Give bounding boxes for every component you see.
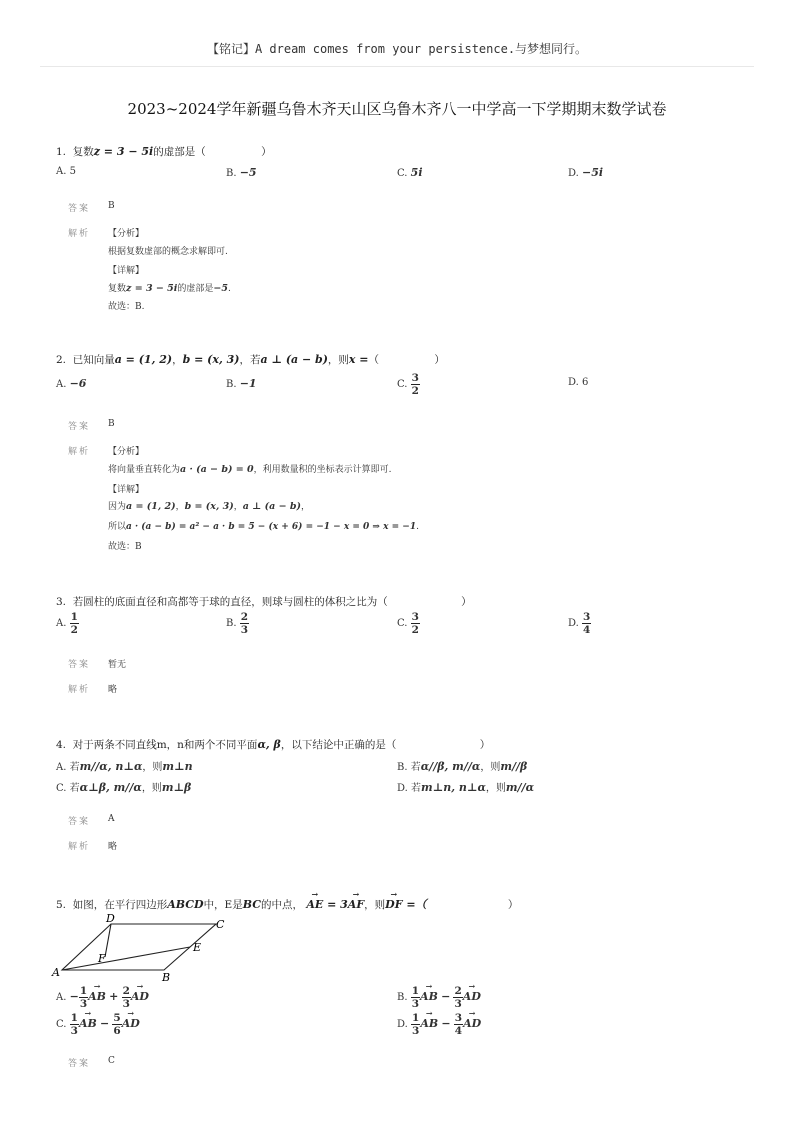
solution-text: ， bbox=[175, 502, 185, 512]
answer-label: 答案 bbox=[68, 817, 91, 827]
option-letter: B. bbox=[397, 762, 408, 773]
solution-heading: 【详解】 bbox=[108, 485, 145, 495]
stem-math: a ⊥ (a − b) bbox=[260, 353, 328, 366]
question-4-stem bbox=[56, 737, 490, 752]
option-b[interactable] bbox=[397, 985, 481, 1010]
answer-value: C bbox=[108, 1056, 115, 1066]
numerator: 5 bbox=[113, 1012, 121, 1024]
option-letter: B. bbox=[226, 618, 237, 629]
option-a[interactable] bbox=[56, 758, 193, 773]
label-B: B bbox=[162, 971, 171, 984]
vector-af: → AF bbox=[348, 898, 364, 911]
solution-text: 的虚部是 bbox=[177, 284, 214, 294]
denominator: 4 bbox=[454, 1025, 463, 1037]
stem-text: ，则 bbox=[364, 899, 386, 911]
option-d[interactable] bbox=[397, 779, 534, 794]
option-b[interactable] bbox=[226, 166, 257, 179]
denominator: 3 bbox=[79, 998, 88, 1010]
answer-blank-end: ） bbox=[461, 596, 472, 608]
vector-ab: → AB bbox=[79, 1017, 97, 1030]
option-d[interactable] bbox=[397, 1012, 481, 1037]
option-letter: B. bbox=[226, 379, 237, 390]
stem-math: = 3 bbox=[323, 898, 348, 911]
option-d[interactable] bbox=[568, 611, 591, 636]
solution-text: 复数 bbox=[108, 284, 127, 294]
denominator: 2 bbox=[70, 624, 78, 636]
stem-math: b = (x, 3) bbox=[182, 353, 240, 366]
stem-text: ，若 bbox=[239, 354, 261, 366]
fraction bbox=[122, 985, 131, 1010]
sign: + bbox=[109, 990, 119, 1003]
vector-ad: → AD bbox=[122, 1017, 140, 1030]
option-letter: A. bbox=[56, 618, 67, 629]
solution-math: a ⊥ (a − b) bbox=[242, 501, 301, 512]
page-header-motto: 【铭记】A dream comes from your persistence.与梦想同行。 bbox=[206, 42, 588, 56]
stem-text: ，以下结论中正确的是（ bbox=[280, 739, 397, 751]
vector-ab: → AB bbox=[420, 990, 438, 1003]
fraction bbox=[70, 1012, 79, 1037]
stem-math: BC bbox=[242, 898, 261, 911]
option-letter: D. bbox=[397, 783, 408, 794]
option-text: 5 bbox=[69, 166, 76, 177]
solution-text: ， bbox=[233, 502, 243, 512]
option-text: ，则 bbox=[480, 762, 501, 773]
option-text: 若 bbox=[411, 783, 422, 794]
solution-math: a · (a − b) = a² − a · b = 5 − (x + 6) = −1 − x = 0 ⇒ x = −1 bbox=[126, 522, 417, 532]
option-math: m⊥n bbox=[162, 760, 193, 773]
answer-value: B bbox=[108, 201, 115, 211]
stem-math: =（ bbox=[402, 898, 427, 911]
numerator: 1 bbox=[79, 985, 88, 997]
option-d[interactable] bbox=[568, 166, 603, 179]
option-letter: D. bbox=[397, 1019, 408, 1030]
solution-line bbox=[108, 462, 392, 475]
solution-heading: 【分析】 bbox=[108, 447, 145, 457]
exam-title: 2023~2024学年新疆乌鲁木齐天山区乌鲁木齐八一中学高一下学期期末数学试卷 bbox=[127, 100, 667, 118]
option-text: 5i bbox=[410, 166, 423, 179]
option-a[interactable] bbox=[56, 985, 149, 1010]
option-text: −5 bbox=[239, 166, 257, 179]
numerator: 2 bbox=[454, 985, 462, 997]
stem-text: 复数 bbox=[72, 146, 94, 158]
stem-text: ，则 bbox=[327, 354, 349, 366]
sign: − bbox=[100, 1017, 110, 1030]
denominator: 3 bbox=[70, 1025, 78, 1037]
answer-value: B bbox=[108, 419, 115, 429]
parallelogram-figure bbox=[50, 910, 240, 985]
option-text: 若 bbox=[69, 762, 80, 773]
solution-line: 根据复数虚部的概念求解即可. bbox=[108, 247, 228, 257]
numerator: 1 bbox=[70, 1012, 78, 1024]
option-math: α⊥β, m//α bbox=[79, 781, 142, 794]
option-letter: A. bbox=[56, 379, 67, 390]
solution-text: ， bbox=[300, 502, 310, 512]
analysis-label: 解析 bbox=[68, 842, 91, 852]
fraction bbox=[453, 985, 462, 1010]
fraction bbox=[79, 985, 88, 1010]
solution-heading: 【详解】 bbox=[108, 266, 145, 276]
fraction bbox=[240, 611, 249, 636]
solution-text: . bbox=[416, 522, 419, 532]
numerator: 3 bbox=[583, 611, 591, 623]
denominator: 3 bbox=[411, 998, 420, 1010]
option-b[interactable] bbox=[397, 758, 527, 773]
solution-text: 所以 bbox=[108, 522, 127, 532]
label-A: A bbox=[52, 966, 60, 979]
option-text: ，则 bbox=[485, 783, 506, 794]
denominator: 2 bbox=[411, 385, 419, 397]
answer-blank-end: ） bbox=[261, 146, 272, 158]
label-C: C bbox=[216, 918, 225, 931]
analysis-value: 略 bbox=[108, 685, 118, 695]
solution-text: 因为 bbox=[108, 502, 127, 512]
solution-math: b = (x, 3) bbox=[184, 501, 234, 512]
solution-math: a = (1, 2) bbox=[126, 501, 176, 512]
solution-text: 将向量垂直转化为 bbox=[108, 465, 181, 475]
solution-heading: 【分析】 bbox=[108, 229, 145, 239]
option-c[interactable] bbox=[56, 1012, 140, 1037]
option-c[interactable] bbox=[397, 372, 420, 397]
sign: − bbox=[441, 990, 451, 1003]
numerator: 2 bbox=[122, 985, 130, 997]
option-letter: C. bbox=[397, 379, 408, 390]
numerator: 3 bbox=[454, 1012, 463, 1024]
fraction bbox=[582, 611, 591, 636]
vector-df: → DF bbox=[385, 898, 402, 911]
option-letter: C. bbox=[56, 1019, 67, 1030]
answer-value: 暂无 bbox=[108, 660, 127, 670]
option-math: m//α bbox=[505, 781, 535, 794]
fraction bbox=[70, 611, 79, 636]
fraction bbox=[112, 1012, 121, 1037]
option-text: ，则 bbox=[141, 783, 162, 794]
option-letter: A. bbox=[56, 166, 67, 177]
question-1-stem bbox=[56, 144, 272, 159]
stem-text: 的虚部是（ bbox=[153, 146, 206, 158]
option-b[interactable] bbox=[226, 377, 257, 390]
option-letter: C. bbox=[397, 618, 408, 629]
stem-text: ， bbox=[172, 354, 183, 366]
question-number: 1. bbox=[56, 146, 67, 158]
answer-blank-end: ） bbox=[507, 899, 519, 911]
vector-ad: → AD bbox=[463, 990, 481, 1003]
answer-blank-end: ） bbox=[479, 739, 491, 751]
solution-line: 故选：B. bbox=[108, 302, 145, 312]
question-3-stem bbox=[56, 594, 472, 609]
option-math: m⊥β bbox=[161, 781, 192, 794]
vector-ab: → AB bbox=[88, 990, 106, 1003]
fraction bbox=[411, 985, 420, 1010]
analysis-label: 解析 bbox=[68, 447, 91, 457]
stem-text: 如图，在平行四边形 bbox=[72, 899, 168, 911]
option-letter: D. bbox=[568, 618, 579, 629]
option-a[interactable] bbox=[56, 611, 79, 636]
question-number: 5. bbox=[56, 899, 67, 911]
answer-label: 答案 bbox=[68, 660, 91, 670]
stem-math: a = (1, 2) bbox=[114, 353, 173, 366]
option-c[interactable] bbox=[397, 611, 420, 636]
option-letter: C. bbox=[397, 168, 408, 179]
numerator: 1 bbox=[411, 985, 420, 997]
numerator: 1 bbox=[70, 611, 78, 623]
option-letter: C. bbox=[56, 783, 67, 794]
solution-math: z = 3 − 5i bbox=[126, 283, 178, 294]
stem-text: 已知向量 bbox=[72, 354, 115, 366]
denominator: 2 bbox=[411, 624, 419, 636]
option-math: α//β, m//α bbox=[420, 760, 481, 773]
option-letter: A. bbox=[56, 992, 67, 1003]
option-text: 若 bbox=[69, 783, 80, 794]
sign: − bbox=[69, 990, 79, 1003]
analysis-label: 解析 bbox=[68, 685, 91, 695]
solution-line: 故选：B bbox=[108, 542, 142, 552]
option-d[interactable] bbox=[568, 377, 588, 388]
option-letter: B. bbox=[397, 992, 408, 1003]
fraction bbox=[411, 611, 420, 636]
stem-text: 的中点， bbox=[261, 899, 303, 911]
stem-text: 若圆柱的底面直径和高都等于球的直径，则球与圆柱的体积之比为（ bbox=[72, 596, 388, 608]
option-text: ，则 bbox=[142, 762, 163, 773]
answer-label: 答案 bbox=[68, 1059, 91, 1069]
sign: − bbox=[441, 1017, 451, 1030]
vector-ab: → AB bbox=[420, 1017, 438, 1030]
label-F: F bbox=[98, 952, 106, 965]
stem-math: z = 3 − 5i bbox=[93, 145, 154, 158]
stem-text: 中，E是 bbox=[203, 899, 243, 911]
fraction bbox=[411, 372, 420, 397]
solution-math: a · (a − b) = 0 bbox=[180, 464, 254, 475]
fraction bbox=[454, 1012, 463, 1037]
numerator: 1 bbox=[412, 1012, 420, 1024]
stem-math: α, β bbox=[257, 738, 281, 751]
answer-label: 答案 bbox=[68, 204, 91, 214]
analysis-label: 解析 bbox=[68, 229, 91, 239]
option-math: m//α, n⊥α bbox=[79, 760, 143, 773]
label-E: E bbox=[193, 941, 202, 954]
header-divider bbox=[40, 66, 754, 67]
numerator: 3 bbox=[411, 611, 419, 623]
option-a[interactable] bbox=[56, 377, 86, 390]
label-D: D bbox=[106, 912, 115, 925]
solution-line bbox=[108, 519, 419, 532]
option-letter: D. bbox=[568, 377, 579, 388]
option-letter: D. bbox=[568, 168, 579, 179]
question-number: 2. bbox=[56, 354, 67, 366]
vector-ad: → AD bbox=[131, 990, 149, 1003]
option-letter: A. bbox=[56, 762, 67, 773]
question-2-stem bbox=[56, 352, 445, 367]
answer-value: A bbox=[108, 814, 115, 824]
vector-ae: → AE bbox=[306, 898, 323, 911]
numerator: 2 bbox=[240, 611, 249, 623]
fraction bbox=[411, 1012, 420, 1037]
option-c[interactable] bbox=[56, 779, 191, 794]
solution-text: . bbox=[227, 284, 231, 294]
option-text: 6 bbox=[582, 377, 589, 388]
option-math: m⊥n, n⊥α bbox=[421, 781, 486, 794]
analysis-value: 略 bbox=[108, 842, 118, 852]
stem-text: （ bbox=[368, 354, 380, 366]
solution-line bbox=[108, 281, 231, 294]
stem-math: ABCD bbox=[167, 898, 204, 911]
option-a[interactable] bbox=[56, 166, 76, 177]
option-text: −6 bbox=[69, 377, 87, 390]
option-c[interactable] bbox=[397, 166, 423, 179]
solution-math: −5 bbox=[213, 283, 228, 294]
question-number: 4. bbox=[56, 739, 67, 751]
question-number: 3. bbox=[56, 596, 67, 608]
denominator: 3 bbox=[122, 998, 130, 1010]
option-b[interactable] bbox=[226, 611, 249, 636]
numerator: 3 bbox=[411, 372, 419, 384]
stem-text: 对于两条不同直线m，n和两个不同平面 bbox=[72, 739, 258, 751]
solution-text: ，利用数量积的坐标表示计算即可. bbox=[253, 465, 392, 475]
option-text: −1 bbox=[239, 377, 257, 390]
denominator: 6 bbox=[113, 1025, 121, 1037]
stem-math: x = bbox=[348, 353, 369, 366]
option-math: m//β bbox=[500, 760, 528, 773]
denominator: 3 bbox=[412, 1025, 420, 1037]
solution-line bbox=[108, 499, 310, 512]
denominator: 3 bbox=[240, 624, 249, 636]
denominator: 4 bbox=[583, 624, 591, 636]
vector-ad: → AD bbox=[463, 1017, 481, 1030]
option-text: −5i bbox=[582, 166, 604, 179]
denominator: 3 bbox=[454, 998, 462, 1010]
answer-label: 答案 bbox=[68, 422, 91, 432]
answer-blank-end: ） bbox=[434, 354, 445, 366]
option-letter: B. bbox=[226, 168, 237, 179]
option-text: 若 bbox=[410, 762, 421, 773]
